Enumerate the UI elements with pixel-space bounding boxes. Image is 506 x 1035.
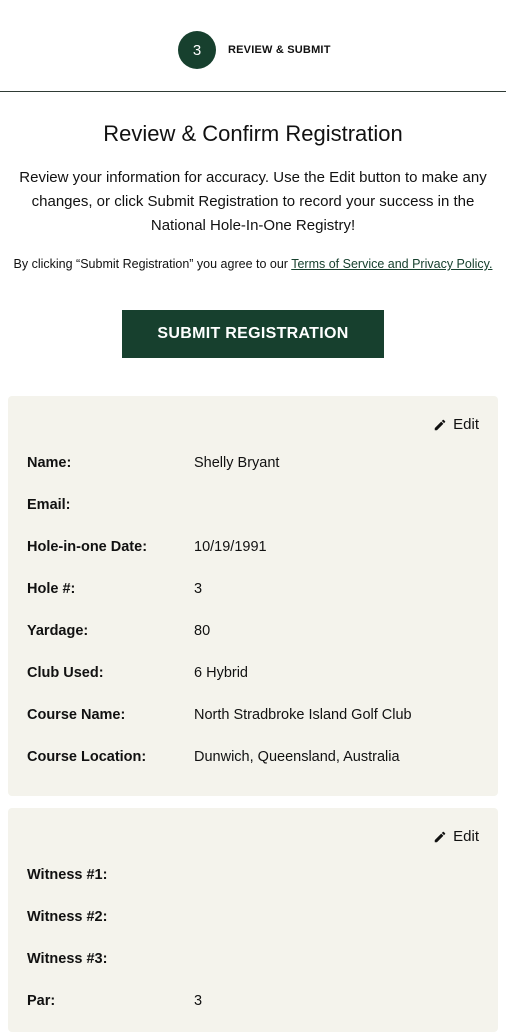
edit-label: Edit — [453, 416, 479, 433]
detail-row-yardage — [27, 620, 487, 642]
detail-label: Witness #1: — [27, 867, 108, 883]
detail-value: North Stradbroke Island Golf Club — [194, 707, 412, 723]
detail-value: 3 — [194, 993, 203, 1009]
detail-value: 80 — [194, 623, 211, 639]
detail-value: Shelly Bryant — [194, 455, 280, 471]
detail-row-par — [27, 990, 487, 1012]
detail-row-email — [27, 494, 487, 516]
detail-row-date — [27, 536, 487, 558]
detail-row-witness-3 — [27, 948, 487, 970]
edit-witnesses-button[interactable] — [433, 828, 479, 845]
page-title: Review & Confirm Registration — [103, 121, 403, 146]
intro-text: Review your information for accuracy. Use the Edit button to make any changes, or click Submit Registration to record your success in the National Hole-In-One Registry! — [19, 169, 487, 234]
detail-value: 3 — [194, 581, 203, 597]
progress-header — [0, 0, 506, 92]
terms-text — [0, 254, 506, 275]
detail-label: Witness #2: — [27, 909, 108, 925]
pencil-icon — [433, 830, 447, 844]
submit-registration-button[interactable]: SUBMIT REGISTRATION — [122, 310, 384, 358]
detail-row-witness-2 — [27, 906, 487, 928]
detail-label: Name: — [27, 455, 72, 471]
detail-label: Hole #: — [27, 581, 76, 597]
detail-label: Hole-in-one Date: — [27, 539, 148, 555]
detail-value: 6 Hybrid — [194, 665, 248, 681]
detail-row-club — [27, 662, 487, 684]
pencil-icon — [433, 418, 447, 432]
detail-label: Course Location: — [27, 749, 147, 765]
detail-label: Par: — [27, 993, 56, 1009]
stepper — [178, 31, 331, 69]
detail-label: Email: — [27, 497, 71, 513]
detail-label: Course Name: — [27, 707, 126, 723]
detail-label: Witness #3: — [27, 951, 108, 967]
detail-row-witness-1 — [27, 864, 487, 886]
detail-value: 10/19/1991 — [194, 539, 267, 555]
detail-label: Yardage: — [27, 623, 89, 639]
step-label: REVIEW & SUBMIT — [228, 44, 331, 56]
edit-label: Edit — [453, 828, 479, 845]
step-number: 3 — [178, 31, 216, 69]
detail-row-hole — [27, 578, 487, 600]
detail-label: Club Used: — [27, 665, 104, 681]
registration-details-card — [8, 396, 498, 796]
edit-details-button[interactable] — [433, 416, 479, 433]
detail-row-course-location — [27, 746, 487, 768]
terms-prefix: By clicking “Submit Registration” you agree to our — [13, 257, 292, 271]
terms-link[interactable]: Terms of Service and Privacy Policy. — [291, 257, 493, 271]
detail-value: Dunwich, Queensland, Australia — [194, 749, 400, 765]
detail-row-course-name — [27, 704, 487, 726]
detail-row-name — [27, 452, 487, 474]
witness-details-card — [8, 808, 498, 1032]
